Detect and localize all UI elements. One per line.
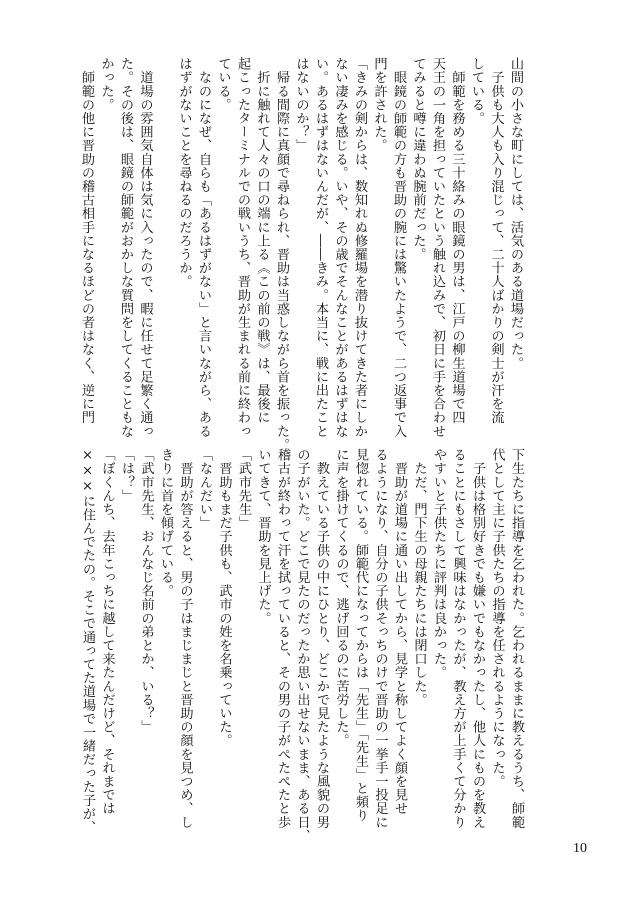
text-line: 門を許された。 <box>371 57 387 153</box>
text-line: している。 <box>469 57 484 125</box>
text-line: 眼鏡の師範の方も晋助の腕には驚いたようで、二つ返事で入 <box>391 57 406 438</box>
text-line: 「きみの剣からは、数知れぬ修羅場を潜り抜けてきた者にしか <box>352 57 367 438</box>
text-line: 「は？」 <box>119 448 134 503</box>
text-line: なのになぜ、自らも「あるはずがない」と言いながら、ある <box>196 57 211 438</box>
text-line: 「なんだい」 <box>197 448 212 530</box>
text-line: 晋助もまだ子供も、武市の姓を名乗っていた。 <box>216 448 232 748</box>
text-line: きりに首を傾げている。 <box>158 448 173 598</box>
text-line: ただ、門下生の母親たちには閉口した。 <box>411 448 427 707</box>
text-line: 見惚れている。師範代になってからは「先生」「先生」と頻り <box>353 448 368 823</box>
text-line: 晋助が答えると、男の子はまじまじと晋助の顔を見つめ、し <box>177 448 193 829</box>
text-line: 帰る間際に真顔で尋ねられ、晋助は当惑しながら首を振った。 <box>274 57 289 452</box>
text-line: 折に触れて人々の口の端に上る《この前の戦》は、最後に <box>254 57 270 425</box>
lower-text-column-block <box>80 448 526 843</box>
upper-text-column-block <box>79 57 525 452</box>
text-line: 子供は格別好きでも嫌いでもなかったし、他人にものを教え <box>470 448 485 829</box>
text-line: はずがないことを尋ねるのだろうか。 <box>176 57 192 289</box>
text-line: の子がいた。どこで見たのだったか思い出せないまま、ある日、 <box>294 448 310 843</box>
text-line <box>155 57 175 400</box>
text-line: ている。 <box>215 57 231 112</box>
text-line: 「武市先生、おんなじ名前の弟とか、いる？」 <box>138 448 154 734</box>
text-line: 晋助が道場に通い出してから、見学と称してよく顔を見せ <box>392 448 407 816</box>
text-line: い。あるはずはないんだが、――きみ。本当に、戦に出たこと <box>313 57 328 438</box>
text-line: はないのか？」 <box>293 57 309 153</box>
page-number: 10 <box>573 841 587 856</box>
text-line: やすいと子供たちに評判は良かった。 <box>431 448 446 680</box>
text-line: いてきて、晋助を見上げた。 <box>255 448 271 625</box>
text-line: ×××に住んでたの。そこで通ってた道場で一緒だった子が、 <box>80 448 95 835</box>
text-line: 代として主に子供たちの指導を任されるようになった。 <box>489 448 505 788</box>
text-line: 師範を務める三十絡みの眼鏡の男は、江戸の柳生道場で四 <box>449 57 465 425</box>
text-line: ない凄みを感じる。いや、その歳でそんなことがあるはずはな <box>332 57 348 438</box>
text-line: かった。 <box>98 57 114 112</box>
text-line: 下生たちに指導を乞われた。乞われるままに教えるうち、師範 <box>509 448 524 829</box>
text-line: 「ぼくんち、去年こっちに越して来たんだけど、それまでは <box>99 448 115 816</box>
text-line: 教えている子供の中にひとり、どこかで見たような風貌の男 <box>314 448 329 829</box>
text-line: 山間の小さな町にしては、活気のある道場だった。 <box>508 57 523 370</box>
text-line: 「武市先生」 <box>236 448 251 530</box>
text-line: るようになり、自分の子供そっちのけで晋助の一挙手一投足に <box>372 448 388 829</box>
text-line: 師範の他に晋助の稽古相手になるほどの者はなく、逆に門 <box>79 57 94 425</box>
text-line: 道場の雰囲気自体は気に入ったので、暇に任せて足繁く通っ <box>137 57 153 438</box>
text-line: 子供も大人も入り混じって、二十人ばかりの剣士が汗を流 <box>488 57 504 425</box>
text-line: 稽古が終わって汗を拭っていると、その男の子がぺたぺたと歩 <box>275 448 290 829</box>
text-line: ることにもさして興味はなかったが、教え方が上手くて分かり <box>450 448 466 829</box>
text-line: 天王の一角を担っていたという触れ込みで、初日に手を合わせ <box>430 57 445 438</box>
text-line: た。その後は、眼鏡の師範がおかしな質問をしてくることもな <box>118 57 133 438</box>
text-line: てみると噂に違わぬ腕前だった。 <box>410 57 426 261</box>
text-line: 起こったターミナルでの戦いうち、晋助が生まれる前に終わっ <box>235 57 250 438</box>
text-line: に声を掛けてくるので、逃げ回るのに苦労した。 <box>333 448 349 748</box>
